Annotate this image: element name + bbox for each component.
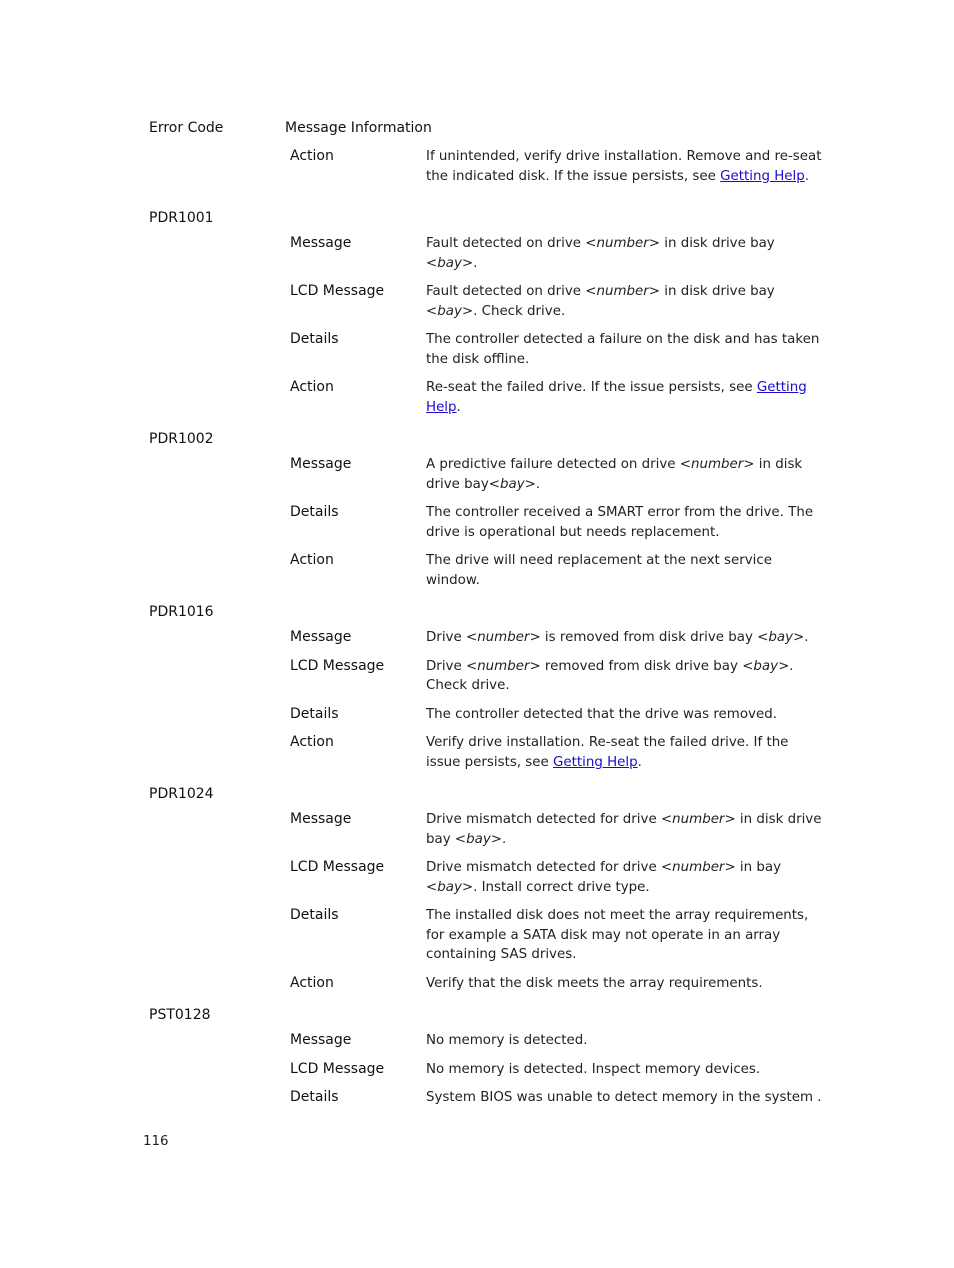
placeholder-text: bay xyxy=(437,255,462,271)
description-text: Fault detected on drive < xyxy=(426,236,597,251)
error-code-section xyxy=(0,786,954,993)
description-text: >. xyxy=(461,255,478,271)
description-text: > in disk drive bay < xyxy=(426,236,775,271)
getting-help-link[interactable]: Getting Help xyxy=(426,380,807,415)
row-description xyxy=(426,147,826,186)
description-text: Fault detected on drive < xyxy=(426,284,597,299)
row-label: Message xyxy=(290,811,352,827)
row-description xyxy=(426,1060,826,1080)
description-text: . xyxy=(637,754,642,770)
row-label: LCD Message xyxy=(290,859,385,875)
description-text: . xyxy=(456,399,461,415)
description-text: The controller received a SMART error from the drive. The drive is operational but needs replacement. xyxy=(426,505,814,540)
row-description xyxy=(426,551,826,590)
message-info-row xyxy=(0,906,954,965)
row-description xyxy=(426,282,826,321)
row-label: LCD Message xyxy=(290,657,385,674)
description-text: > is removed from disk drive bay < xyxy=(529,630,769,645)
message-info-row xyxy=(0,1060,954,1080)
row-label: Action xyxy=(290,734,334,750)
header-error-code: Error Code xyxy=(149,120,224,136)
message-info-row xyxy=(0,503,954,542)
message-info-row xyxy=(0,628,954,648)
placeholder-text: number xyxy=(691,457,744,472)
description-text: >. Check drive. xyxy=(426,658,794,693)
row-description xyxy=(426,733,826,772)
row-label: Action xyxy=(290,148,334,164)
message-info-row xyxy=(0,657,954,696)
row-description xyxy=(426,455,826,494)
description-text: If unintended, verify drive installation. Remove and re-seat the indicated disk. If the issue persists, see xyxy=(426,149,822,184)
error-code: PDR1002 xyxy=(149,431,214,447)
row-label: Message xyxy=(290,629,352,645)
description-text: > removed from disk drive bay < xyxy=(529,658,754,674)
row-description xyxy=(426,503,826,542)
getting-help-link[interactable]: Getting Help xyxy=(720,168,805,184)
description-text: No memory is detected. Inspect memory devices. xyxy=(426,1061,761,1077)
error-code-section xyxy=(0,604,954,772)
error-code-section xyxy=(0,1007,954,1108)
row-description xyxy=(426,378,826,417)
message-info-row xyxy=(0,147,954,186)
row-label: Details xyxy=(290,1089,339,1105)
message-info-row xyxy=(0,858,954,897)
description-text: > in disk drive bay< xyxy=(426,457,803,492)
description-text: >. Check drive. xyxy=(461,303,566,319)
placeholder-text: number xyxy=(596,284,649,299)
placeholder-text: number xyxy=(672,860,725,875)
description-text: System BIOS was unable to detect memory in the system . xyxy=(426,1090,822,1105)
description-text: >. xyxy=(490,831,507,847)
message-info-row xyxy=(0,810,954,849)
row-description xyxy=(426,1031,826,1051)
message-info-row xyxy=(0,234,954,273)
placeholder-text: number xyxy=(596,236,649,251)
row-label: LCD Message xyxy=(290,283,385,299)
description-text: The controller detected a failure on the disk and has taken the disk offline. xyxy=(426,332,820,367)
message-info-row xyxy=(0,974,954,994)
description-text: Re-seat the failed drive. If the issue persists, see xyxy=(426,380,757,395)
description-text: Verify that the disk meets the array requirements. xyxy=(426,975,763,991)
description-text: > in disk drive bay < xyxy=(426,284,775,319)
description-text: No memory is detected. xyxy=(426,1033,588,1048)
error-code-section xyxy=(0,431,954,590)
row-label: Action xyxy=(290,974,334,991)
description-text: A predictive failure detected on drive < xyxy=(426,457,692,472)
message-info-row xyxy=(0,551,954,590)
error-code: PDR1016 xyxy=(149,604,214,620)
description-text: Drive mismatch detected for drive < xyxy=(426,812,673,827)
message-info-row xyxy=(0,1031,954,1051)
row-label: Message xyxy=(290,235,352,251)
row-label: Details xyxy=(290,907,339,923)
error-code-section xyxy=(0,147,954,186)
message-info-row xyxy=(0,455,954,494)
description-text: The controller detected that the drive was removed. xyxy=(426,706,777,722)
row-label: Details xyxy=(290,705,339,722)
row-label: Message xyxy=(290,456,352,472)
row-description xyxy=(426,858,826,897)
row-description xyxy=(426,234,826,273)
error-code-table xyxy=(0,147,954,1122)
placeholder-text: bay xyxy=(437,879,462,895)
description-text: > in bay < xyxy=(426,860,782,895)
message-info-row xyxy=(0,705,954,725)
row-label: LCD Message xyxy=(290,1060,385,1077)
row-label: Details xyxy=(290,504,339,520)
error-code: PDR1024 xyxy=(149,786,214,802)
row-description xyxy=(426,657,826,696)
message-info-row xyxy=(0,330,954,369)
header-message-information: Message Information xyxy=(285,120,432,136)
description-text: Drive < xyxy=(426,630,478,645)
placeholder-text: number xyxy=(477,630,530,645)
description-text: . xyxy=(804,168,809,184)
description-text: The drive will need replacement at the next service window. xyxy=(426,553,772,588)
placeholder-text: bay xyxy=(437,303,462,319)
description-text: >. Install correct drive type. xyxy=(461,879,650,895)
placeholder-text: number xyxy=(672,812,725,827)
message-info-row xyxy=(0,378,954,417)
row-description xyxy=(426,974,826,994)
row-description xyxy=(426,1088,826,1108)
placeholder-text: bay xyxy=(768,630,794,645)
row-description xyxy=(426,906,826,965)
description-text: >. xyxy=(524,476,541,492)
error-code: PST0128 xyxy=(149,1007,211,1023)
placeholder-text: bay xyxy=(753,658,779,674)
message-info-row xyxy=(0,282,954,321)
row-description xyxy=(426,330,826,369)
description-text: The installed disk does not meet the array requirements, for example a SATA disk may not operate in an array containing SAS drives. xyxy=(426,908,809,962)
description-text: Verify drive installation. Re-seat the failed drive. If the issue persists, see xyxy=(426,735,789,770)
row-label: Details xyxy=(290,331,339,347)
row-description xyxy=(426,628,826,648)
row-label: Message xyxy=(290,1032,352,1048)
placeholder-text: bay xyxy=(466,831,491,847)
description-text: Drive < xyxy=(426,658,478,674)
getting-help-link[interactable]: Getting Help xyxy=(553,754,638,770)
row-label: Action xyxy=(290,379,334,395)
error-code: PDR1001 xyxy=(149,210,214,226)
row-label: Action xyxy=(290,552,334,568)
description-text: > in disk drive bay < xyxy=(426,812,822,847)
message-info-row xyxy=(0,1088,954,1108)
placeholder-text: number xyxy=(477,658,530,674)
description-text: >. xyxy=(793,630,809,645)
placeholder-text: bay xyxy=(500,476,525,492)
row-description xyxy=(426,810,826,849)
page-number: 116 xyxy=(143,1134,169,1149)
error-code-section xyxy=(0,210,954,417)
row-description xyxy=(426,705,826,725)
description-text: Drive mismatch detected for drive < xyxy=(426,860,673,875)
message-info-row xyxy=(0,733,954,772)
